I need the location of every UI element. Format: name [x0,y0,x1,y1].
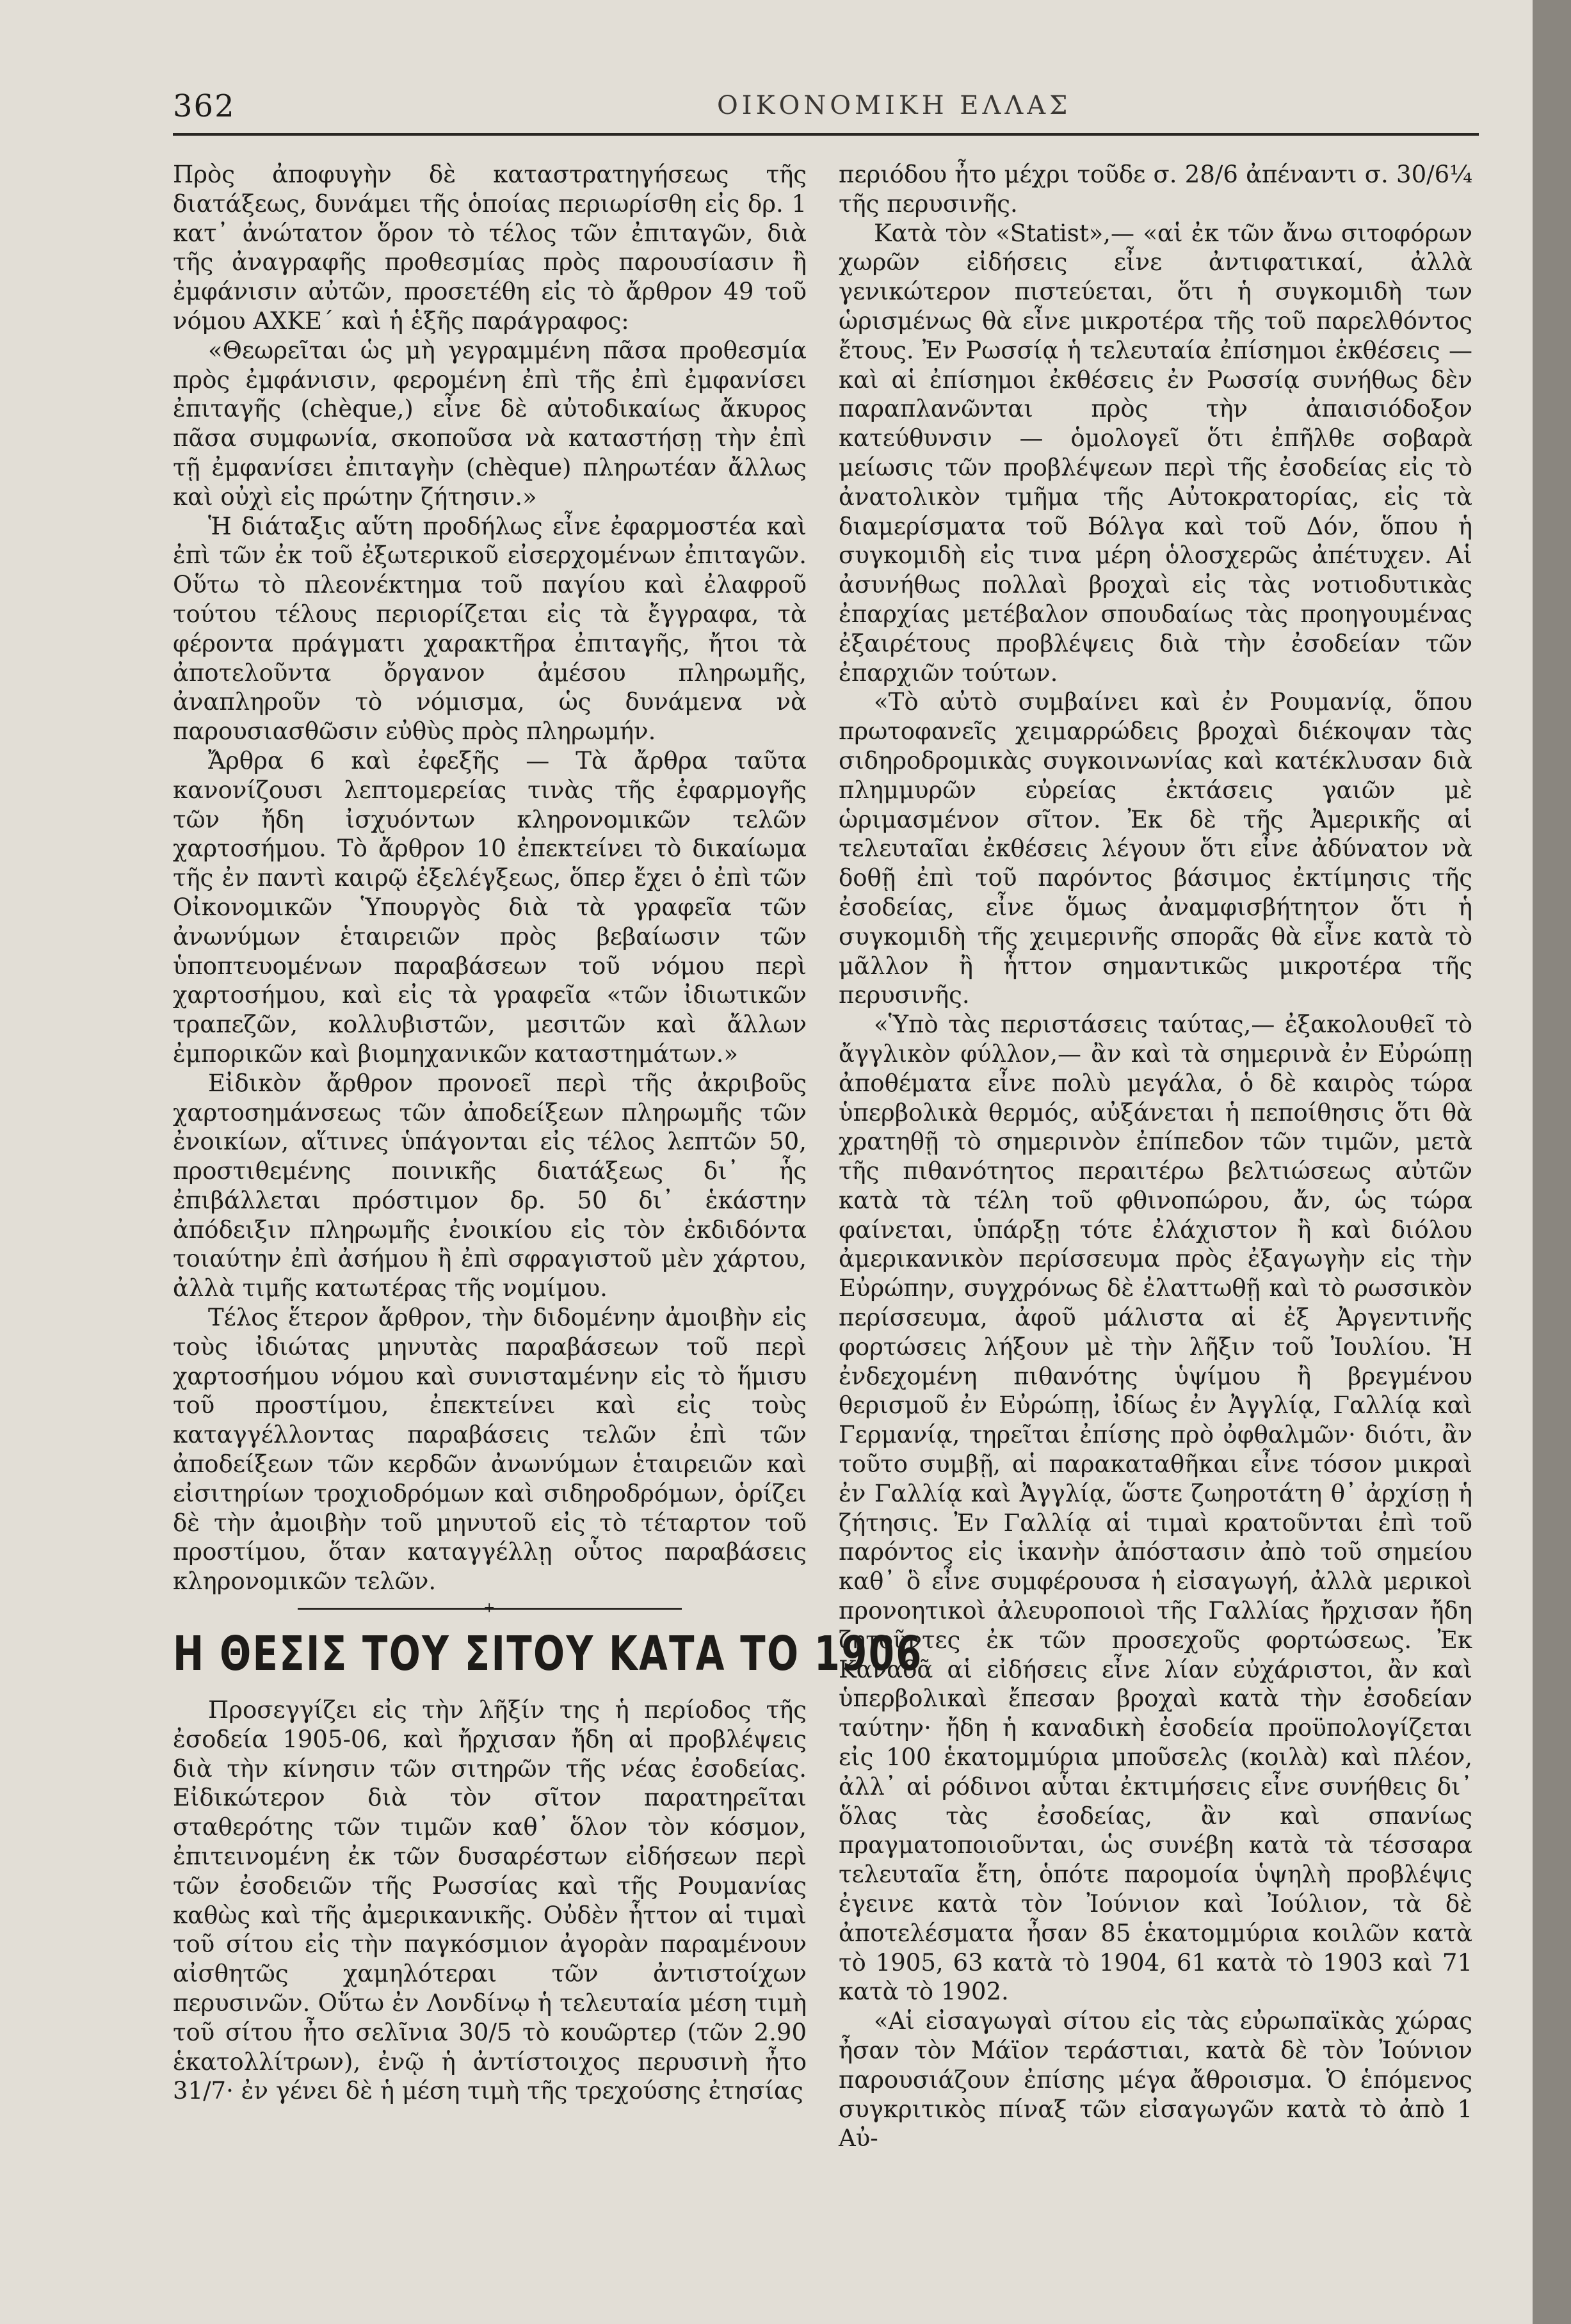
page-header [173,88,1479,127]
section-separator [298,1600,682,1617]
paragraph: «Αἱ εἰσαγωγαὶ σίτου εἰς τὰς εὐρωπαϊκὰς χώρας ἦσαν τὸν Μάϊον τεράστιαι, κατὰ δὲ τὸν Ἰούνιον παρουσιάζουν ἐπίσης μέγα ἄθροισμα. Ὁ ἑπόμενος συγκριτικὸς πίναξ τῶν εἰσαγωγῶν κατὰ τὸ ἀπὸ 1 Αὐ- [839,2007,1472,2152]
paragraph: Ἡ διάταξις αὕτη προδήλως εἶνε ἐφαρμοστέα καὶ ἐπὶ τῶν ἐκ τοῦ ἐξωτερικοῦ εἰσερχομένων ἐπιταγῶν. Οὕτω τὸ πλεονέκτημα τοῦ παγίου καὶ ἐλαφροῦ τούτου τέλους περιορίζεται εἰς τὰ ἔγγραφα, τὰ φέροντα πράγματι χαρακτῆρα ἐπιταγῆς, ἤτοι τὰ ἀποτελοῦντα ὄργανον ἀμέσου πληρωμῆς, ἀναπληροῦν τὸ νόμισμα, ὡς δυνάμενα νὰ παρουσιασθῶσιν εὐθὺς πρὸς πληρωμήν. [173,512,807,746]
running-title: ΟΙΚΟΝΟΜΙΚΗ ΕΛΛΑΣ [717,91,1072,120]
paragraph: περιόδου ἦτο μέχρι τοῦδε σ. 28/6 ἀπέναντι σ. 30/6¼ τῆς περυσινῆς. [839,161,1472,218]
quoted-paragraph: «Θεωρεῖται ὡς μὴ γεγραμμένη πᾶσα προθεσμία πρὸς ἐμφάνισιν, φερομένη ἐπὶ τῆς ἐπὶ ἐμφανίσει ἐπιταγῆς (chèque,) εἶνε δὲ αὐτοδικαίως ἄκυρος πᾶσα συμφωνία, σκοποῦσα νὰ καταστήσῃ τὴν ἐπὶ τῇ ἐμφανίσει ἐπιταγὴν (chèque) πληρωτέαν ἄλλως καὶ οὐχὶ εἰς πρώτην ζήτησιν.» [173,336,807,511]
right-column [839,160,1472,2153]
paragraph: Πρὸς ἀποφυγὴν δὲ καταστρατηγήσεως τῆς διατάξεως, δυνάμει τῆς ὁποίας περιωρίσθη εἰς δρ. 1 κατ᾿ ἀνώτατον ὅρον τὸ τέλος τῶν ἐπιταγῶν, διὰ τῆς ἀναγραφῆς προθεσμίας πρὸς παρουσίασιν ἢ ἐμφάνισιν αὐτῶν, προσετέθη εἰς τὸ ἄρθρον 49 τοῦ νόμου ΑΧΚΕ΄ καὶ ἡ ἑξῆς παράγραφος: [173,161,807,335]
section-title: Η ΘΕΣΙΣ ΤΟΥ ΣΙΤΟΥ ΚΑΤΑ ΤΟ 1906 [173,1626,923,1682]
page-number: 362 [173,88,236,124]
paragraph: «Τὸ αὐτὸ συμβαίνει καὶ ἐν Ρουμανίᾳ, ὅπου πρωτοφανεῖς χειμαρρώδεις βροχαὶ διέκοψαν τὰς σιδηροδρομικὰς συγκοινωνίας καὶ κατέκλυσαν διὰ πλημμυρῶν εὐρείας ἐκτάσεις γαιῶν μὲ ὡριμασμένον σῖτον. Ἐκ δὲ τῆς Ἀμερικῆς αἱ τελευταῖαι ἐκθέσεις λέγουν ὅτι εἶνε ἀδύνατον νὰ δοθῇ ἐπὶ τοῦ παρόντος βάσιμος ἐκτίμησις τῆς ἐσοδείας, εἶνε ὅμως ἀναμφισβήτητον ὅτι ἡ συγκομιδὴ τῆς χειμερινῆς σπορᾶς θὰ εἶνε κατὰ τὸ μᾶλλον ἢ ἧττον σημαντικῶς μικροτέρα τῆς περυσινῆς. [839,688,1472,1009]
paragraph: Τέλος ἕτερον ἄρθρον, τὴν διδομένην ἀμοιβὴν εἰς τοὺς ἰδιώτας μηνυτὰς παραβάσεων τοῦ περὶ χαρτοσήμου νόμου καὶ συνισταμένην εἰς τὸ ἥμισυ τοῦ προστίμου, ἐπεκτείνει καὶ εἰς τοὺς καταγγέλλοντας παραβάσεις τελῶν ἐπὶ τῶν ἀποδείξεων τῶν κερδῶν ἀνωνύμων ἑταιρειῶν καὶ εἰσιτηρίων τροχιοδρόμων καὶ σιδηροδρόμων, ὁρίζει δὲ τὴν ἀμοιβὴν τοῦ μηνυτοῦ εἰς τὸ τέταρτον τοῦ προστίμου, ὅταν καταγγέλλῃ οὗτος παραβάσεις κληρονομικῶν τελῶν. [173,1304,807,1596]
left-column [173,160,923,2106]
paragraph: Κατὰ τὸν «Statist»,— «αἱ ἐκ τῶν ἄνω σιτοφόρων χωρῶν εἰδήσεις εἶνε ἀντιφατικαί, ἀλλὰ γενικώτερον πιστεύεται, ὅτι ἡ συγκομιδὴ των ὡρισμένως θὰ εἶνε μικροτέρα τῆς τοῦ παρελθόντος ἔτους. Ἐν Ρωσσίᾳ ἡ τελευταία ἐπίσημοι ἐκθέσεις — καὶ αἱ ἐπίσημοι ἐκθέσεις ἐν Ρωσσίᾳ συνήθως δὲν παραπλανῶνται πρὸς τὴν ἀπαισιόδοξον κατεύθυνσιν — ὁμολογεῖ ὅτι ἐπῆλθε σοβαρὰ μείωσις τῶν προβλέψεων περὶ τῆς ἐσοδείας εἰς τὸ ἀνατολικὸν τμῆμα τῆς Αὐτοκρατορίας, εἰς τὰ διαμερίσματα τοῦ Βόλγα καὶ τοῦ Δόν, ὅπου ἡ συγκομιδὴ εἰς τινα μέρη ὁλοσχερῶς ἀπέτυχεν. Αἱ ἀσυνήθως πολλαὶ βροχαὶ εἰς τὰς νοτιοδυτικὰς ἐπαρχίας μετέβαλον σπουδαίως τὰς προηγουμένας ἐξαιρέτους προβλέψεις διὰ τὴν ἐσοδείαν τῶν ἐπαρχιῶν τούτων. [839,219,1472,687]
paragraph: «Ὑπὸ τὰς περιστάσεις ταύτας,— ἐξακολουθεῖ τὸ ἄγγλικὸν φύλλον,— ἂν καὶ τὰ σημερινὰ ἐν Εὐρώπῃ ἀποθέματα εἶνε πολὺ μεγάλα, ὁ δὲ καιρὸς τώρα ὑπερβολικὰ θερμός, αὐξάνεται ἡ πεποίθησις ὅτι θὰ χρατηθῇ τὸ σημερινὸν ἐπίπεδον τῶν τιμῶν, μετὰ τῆς πιθανότητος περαιτέρω βελτιώσεως αὐτῶν κατὰ τὰ τέλη τοῦ φθινοπώρου, ἄν, ὡς τώρα φαίνεται, ὑπάρξῃ τότε ἐλάχιστον ἢ καὶ διόλου ἀμερικανικὸν περίσσευμα πρὸς ἐξαγωγὴν εἰς τὴν Εὐρώπην, συγχρόνως δὲ ἐλαττωθῇ καὶ τὸ ρωσσικὸν περίσσευμα, ἀφοῦ μάλιστα αἱ ἐξ Ἀργεντινῆς φορτώσεις λήξουν μὲ τὴν λῆξιν τοῦ Ἰουλίου. Ἡ ἐνδεχομένη πιθανότης ὑψίμου ἢ βρεγμένου θερισμοῦ ἐν Εὐρώπῃ, ἰδίως ἐν Ἀγγλίᾳ, Γαλλίᾳ καὶ Γερμανίᾳ, τηρεῖται ἐπίσης πρὸ ὀφθαλμῶν· διότι, ἂν τοῦτο συμβῇ, αἱ παρακαταθῆκαι εἶνε τόσον μικραὶ ἐν Γαλλίᾳ καὶ Ἀγγλίᾳ, ὥστε ζωηροτάτη θ᾿ ἀρχίσῃ ἡ ζήτησις. Ἐν Γαλλίᾳ αἱ τιμαὶ κρατοῦνται ἐπὶ τοῦ παρόντος εἰς ἱκανὴν ἀπόστασιν ἀπὸ τοῦ σημείου καθ᾿ ὃ εἶνε συμφέρουσα ἡ εἰσαγωγή, ἀλλὰ μερικοὶ προνοητικοὶ ἀλευροποιοὶ τῆς Γαλλίας ἤρχισαν ἤδη ζητοῦντες ἐκ τῶν προσεχοῦς φορτώσεως. Ἐκ Καναδᾶ αἱ εἰδήσεις εἶνε λίαν εὐχάριστοι, ἂν καὶ ὑπερβολικαὶ ἔπεσαν βροχαὶ κατὰ τὴν ἐσοδείαν ταύτην· ἤδη ἡ καναδικὴ ἐσοδεία προϋπολογίζεται εἰς 100 ἑκατομμύρια μποῦσελς (κοιλὰ) καὶ πλέον, ἀλλ᾿ αἱ ρόδινοι αὗται ἐκτιμήσεις εἶνε συνήθεις δι᾿ ὅλας τὰς ἐσοδείας, ἂν καὶ σπανίως πραγματοποιοῦνται, ὡς συνέβη κατὰ τὰ τέσσαρα τελευταῖα ἔτη, ὁπότε παρομοία ὑψηλὴ προβλέψις ἐγεινε κατὰ τὸν Ἰούνιον καὶ Ἰούλιον, τὰ δὲ ἀποτελέσματα ἦσαν 85 ἑκατομμύρια κοιλῶν κατὰ τὸ 1905, 63 κατὰ τὸ 1904, 61 κατὰ τὸ 1903 καὶ 71 κατὰ τὸ 1902. [839,1011,1472,2006]
header-rule [173,133,1479,136]
paragraph: Προσεγγίζει εἰς τὴν λῆξίν της ἡ περίοδος τῆς ἐσοδεία 1905-06, καὶ ἤρχισαν ἤδη αἱ προβλέψεις διὰ τὴν κίνησιν τῶν σιτηρῶν τῆς νέας ἐσοδείας. Εἰδικώτερον διὰ τὸν σῖτον παρατηρεῖται σταθερότης τῶν τιμῶν καθ᾿ ὅλον τὸν κόσμον, ἐπιτεινομένη ἐκ τῶν δυσαρέστων εἰδήσεων περὶ τῶν ἐσοδειῶν τῆς Ρωσσίας καὶ τῆς Ρουμανίας καθὼς καὶ τῆς ἀμερικανικῆς. Οὐδὲν ἧττον αἱ τιμαὶ τοῦ σίτου εἰς τὴν παγκόσμιον ἀγορὰν παραμένουν αἰσθητῶς χαμηλότεραι τῶν ἀντιστοίχων περυσινῶν. Οὕτω ἐν Λονδίνῳ ἡ τελευταία μέση τιμὴ τοῦ σίτου ἦτο σελῖνια 30/5 τὸ κουῶρτερ (τῶν 2.90 ἑκατολλίτρων), ἐνῷ ἡ ἀντίστοιχος περυσινὴ ἦτο 31/7· ἐν γένει δὲ ἡ μέση τιμὴ τῆς τρεχούσης ἐτησίας [173,1696,807,2105]
separator-ornament: + [483,1600,495,1617]
scan-edge [1533,0,1571,2324]
paragraph: Εἰδικὸν ἄρθρον προνοεῖ περὶ τῆς ἀκριβοῦς χαρτοσημάνσεως τῶν ἀποδείξεων πληρωμῆς τῶν ἐνοικίων, αἵτινες ὑπάγονται εἰς τέλος λεπτῶν 50, προστιθεμένης ποινικῆς διατάξεως δι᾿ ἧς ἐπιβάλλεται πρόστιμον δρ. 50 δι᾿ ἑκάστην ἀπόδειξιν πληρωμῆς ἐνοικίου εἰς τὸν ἐκδιδόντα τοιαύτην ἐπὶ ἀσήμου ἢ ἐπὶ σφραγιστοῦ μὲν χάρτου, ἀλλὰ τιμῆς κατωτέρας τῆς νομίμου. [173,1069,807,1302]
paragraph: Ἄρθρα 6 καὶ ἐφεξῆς — Τὰ ἄρθρα ταῦτα κανονίζουσι λεπτομερείας τινὰς τῆς ἐφαρμογῆς τῶν ἤδη ἰσχυόντων κληρονομικῶν τελῶν χαρτοσήμου. Τὸ ἄρθρον 10 ἐπεκτείνει τὸ δικαίωμα τῆς ἐν παντὶ καιρῷ ἐξελέγξεως, ὅπερ ἔχει ὁ ἐπὶ τῶν Οἰκονομικῶν Ὑπουργὸς διὰ τὰ γραφεῖα τῶν ἀνωνύμων ἑταιρειῶν πρὸς βεβαίωσιν τῶν ὑποπτευομένων παραβάσεων τοῦ νόμου περὶ χαρτοσήμου, καὶ εἰς τὰ γραφεῖα «τῶν ἰδιωτικῶν τραπεζῶν, κολλυβιστῶν, μεσιτῶν καὶ ἄλλων ἐμπορικῶν καὶ βιομηχανικῶν καταστημάτων.» [173,746,807,1068]
